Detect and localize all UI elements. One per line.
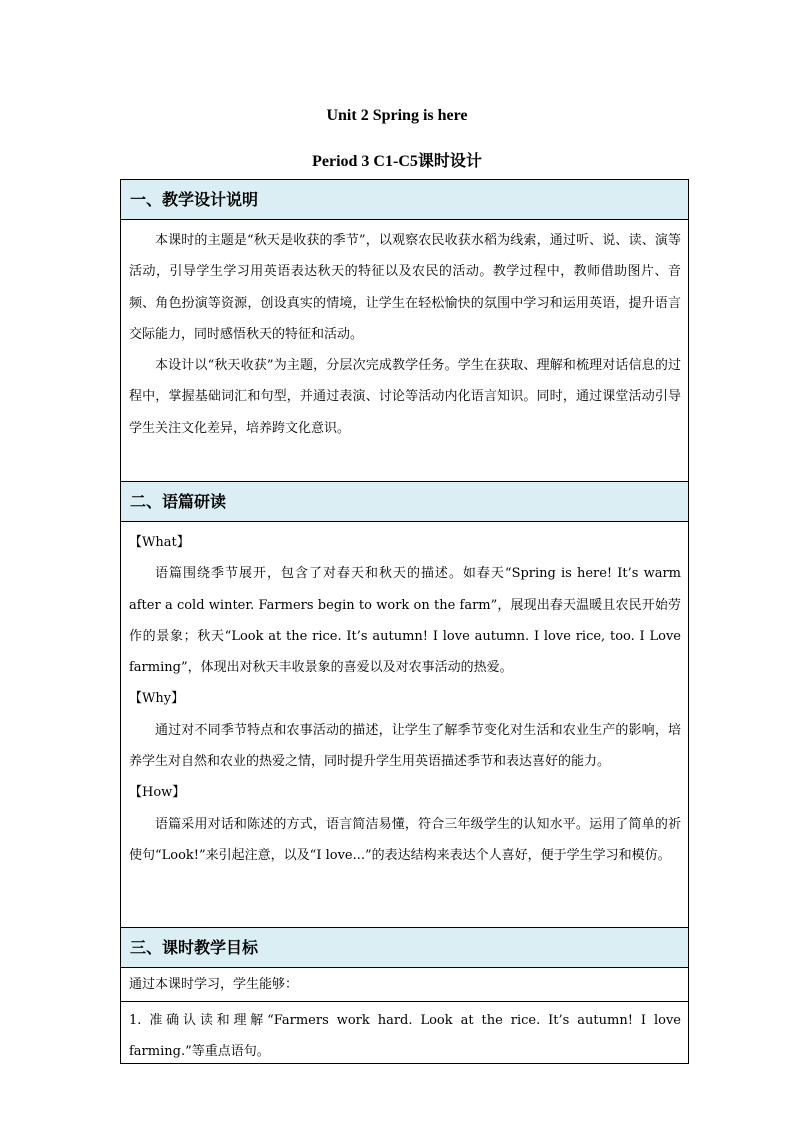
document-subtitle: Period 3 C1-C5课时设计	[312, 153, 482, 170]
why-label: 【Why】	[129, 691, 185, 707]
how-text: 语篇采用对话和陈述的方式，语言简洁易懂，符合三年级学生的认知水平。运用了简单的祈使句“Look!”来引起注意，以及“I love...”的表达结构来表达个人喜好，便于学生学习和模仿。	[129, 816, 681, 863]
paragraph: 本课时的主题是“秋天是收获的季节”，以观察农民收获水稻为线索，通过听、说、读、演等活动，引导学生学习用英语表达秋天的特征以及农民的活动。教学过程中，教师借助图片、音频、角色扮演等资源，创设真实的情境，让学生在轻松愉快的氛围中学习和运用英语，提升语言交际能力，同时感悟秋天的特征和活动。	[129, 233, 681, 342]
lesson-design-table	[120, 179, 689, 1064]
what-label: 【What】	[129, 535, 190, 550]
section-heading-objectives: 三、课时教学目标	[121, 928, 688, 968]
section-heading-design-notes: 一、教学设计说明	[121, 180, 688, 220]
section-body-objectives	[121, 968, 688, 1063]
paragraph: 本设计以“秋天收获”为主题，分层次完成教学任务。学生在获取、理解和梳理对话信息的过程中，掌握基础词汇和句型，并通过表演、讨论等活动内化语言知识。同时，通过课堂活动引导学生关注文化差异，培养跨文化意识。	[129, 358, 681, 436]
document-title: Unit 2 Spring is here	[326, 107, 468, 124]
objective-item: 1. 准确认读和理解“Farmers work hard. Look at the rice. It’s autumn! I love farming.”等重点语句。	[129, 1013, 681, 1059]
section-body-design-notes	[121, 220, 688, 482]
how-label: 【How】	[129, 785, 186, 801]
section-body-text-analysis	[121, 522, 688, 928]
objectives-intro: 通过本课时学习，学生能够：	[121, 968, 688, 1002]
what-text: 语篇围绕季节展开，包含了对春天和秋天的描述。如春天“Spring is here! It’s warm after a cold winter. Farmers begin to work on the farm”，展现出春天温暖且农民开始劳作的景象；秋天“Look at the rice. It’s autumn! I love autumn. I love rice, too. I Love farming”，体现出对秋天丰收景象的喜爱以及对农事活动的热爱。	[129, 566, 681, 676]
why-text: 通过对不同季节特点和农事活动的描述，让学生了解季节变化对生活和农业生产的影响，培养学生对自然和农业的热爱之情，同时提升学生用英语描述季节和表达喜好的能力。	[129, 722, 681, 770]
section-heading-text-analysis: 二、语篇研读	[121, 482, 688, 522]
